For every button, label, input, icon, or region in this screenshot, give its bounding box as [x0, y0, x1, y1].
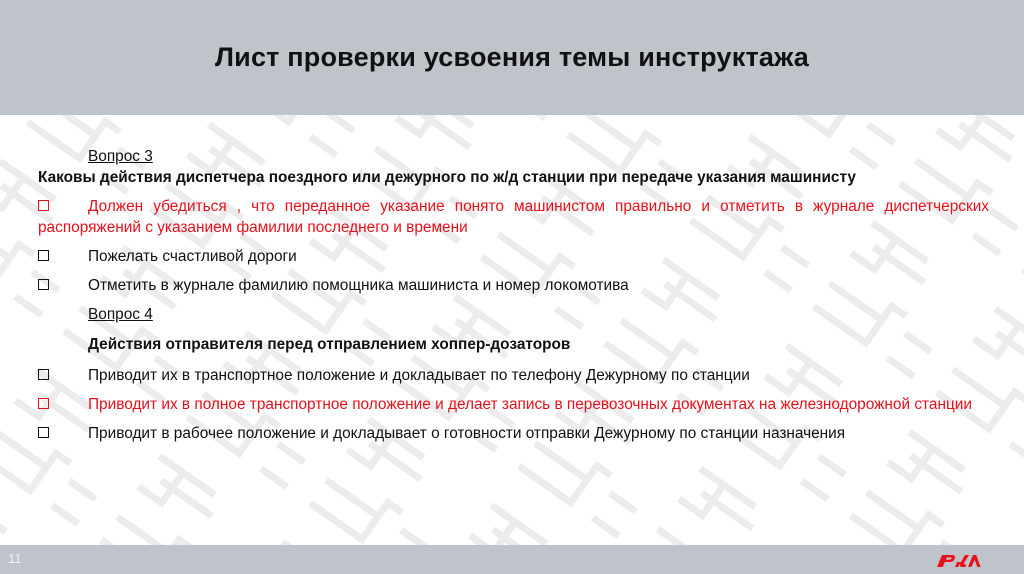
question-heading: Вопрос 4 [88, 306, 153, 323]
quiz-content [38, 146, 989, 444]
answer-text: Приводит в рабочее положение и докладывает о готовности отправки Дежурному по станции назначения [88, 425, 846, 442]
checkbox-icon[interactable] [38, 250, 49, 261]
page-number: 11 [8, 551, 22, 566]
answer-text: Приводит их в транспортное положение и докладывает по телефону Дежурному по станции [88, 367, 750, 384]
answer-option[interactable] [38, 394, 989, 415]
checkbox-icon[interactable] [38, 279, 49, 290]
question-heading: Вопрос 3 [88, 148, 153, 165]
answer-text: Приводит их в полное транспортное положение и делает запись в перевозочных документах на железнодорожной станции [88, 396, 972, 413]
checkbox-icon[interactable] [38, 398, 49, 409]
answer-text: Должен убедиться , что переданное указание понято машинистом правильно и отметить в журнале диспетчерских распоряжений с указанием фамилии последнего и времени [38, 198, 989, 236]
footer-bar [0, 545, 1024, 574]
header-bar [0, 0, 1024, 115]
answer-option[interactable] [38, 246, 989, 267]
answer-option[interactable] [38, 423, 989, 444]
checkbox-icon[interactable] [38, 200, 49, 211]
checkbox-icon[interactable] [38, 427, 49, 438]
answer-text: Отметить в журнале фамилию помощника машиниста и номер локомотива [88, 277, 629, 294]
answer-option[interactable] [38, 196, 989, 238]
checkbox-icon[interactable] [38, 369, 49, 380]
rzd-logo-icon [935, 551, 983, 569]
question-4 [38, 304, 989, 444]
question-text: Каковы действия диспетчера поездного или дежурного по ж/д станции при передаче указания машинисту [38, 169, 856, 186]
answer-option[interactable] [38, 365, 989, 386]
question-text: Действия отправителя перед отправлением хоппер-дозаторов [88, 336, 571, 353]
answer-option[interactable] [38, 275, 989, 296]
answer-text: Пожелать счастливой дороги [88, 248, 297, 265]
question-3 [38, 146, 989, 296]
page-title: Лист проверки усвоения темы инструктажа [215, 42, 809, 72]
